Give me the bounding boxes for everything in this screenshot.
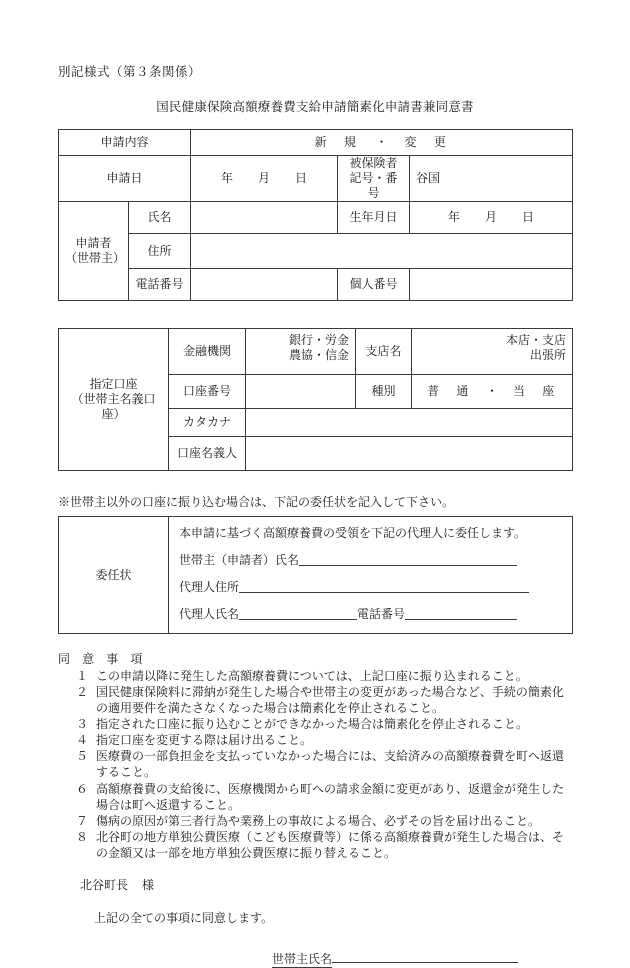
account-type-separator: ・ [485,384,498,398]
agent-phone-label: 電話番号 [357,607,406,621]
branch-value[interactable] [412,329,573,375]
addressee-name: 北谷町長 [80,877,129,892]
consent-item-number: ５ [76,749,89,764]
branch-type-line1: 本店・支店 [505,333,566,347]
consent-item [76,813,572,829]
account-number-value[interactable] [246,375,356,409]
consent-item-text: 指定口座を変更する際は届け出ること。 [96,733,313,748]
personal-number-value[interactable] [410,269,573,301]
table-row-address [59,234,573,269]
birthdate-label: 生年月日 [338,202,410,234]
katakana-label: カタカナ [169,409,246,437]
agreement-statement: 上記の全ての事項に同意します。 [94,910,274,925]
power-of-attorney-label: 委任状 [59,517,169,634]
consent-item [76,668,572,684]
power-of-attorney-statement: 本申請に基づく高額療養費の受領を下記の代理人に委任します。 [179,526,527,540]
option-current[interactable]: 当 座 [513,384,557,398]
consent-item-number: ３ [76,717,89,732]
application-date-day: 日 [295,171,308,185]
katakana-value[interactable] [246,409,573,437]
account-type-label: 種別 [356,375,412,409]
agent-name-label: 代理人氏名 [179,607,240,621]
consent-item-number: ８ [76,829,89,844]
account-type-options[interactable] [412,375,573,409]
agent-address-label: 代理人住所 [179,580,240,594]
agent-name-row [179,606,564,622]
application-type-label: 申請内容 [59,130,191,156]
insured-number-value[interactable]: 谷国 [410,156,573,202]
address-label: 住所 [129,234,191,269]
consent-item-text: 北谷町の地方単独公費医療（こども医療費等）に係る高額療養費が発生した場合は、その金額又は一部を地方単独公費医療に振り替えること。 [96,829,565,860]
householder-name-row [179,552,564,568]
consent-item-number: ４ [76,733,89,748]
bank-account-table [58,328,573,471]
closing-section [58,876,572,965]
power-of-attorney-table [58,516,573,634]
consent-section [58,650,572,861]
branch-type-line2: 出張所 [529,348,566,362]
table-row-phone [59,269,573,301]
consent-item [76,781,572,813]
signature-row [58,949,572,965]
account-number-label: 口座番号 [169,375,246,409]
consent-item-number: ７ [76,813,89,828]
agent-name-input[interactable] [239,606,357,620]
signature-label-wrap [272,950,333,966]
consent-item-text: この申請以降に発生した高額療養費については、上記口座に振り込まれること。 [96,669,528,683]
consent-item [76,829,572,861]
table-row-application-type [59,130,573,156]
institution-value[interactable] [246,329,356,375]
householder-name-input[interactable] [299,552,517,566]
consent-item-text: 医療費の一部負担金を支払っていなかった場合には、支給済みの高額療養費を町へ返還すること。 [96,749,565,780]
agent-address-row [179,579,564,595]
addressee-honorific: 様 [142,877,155,892]
document-title: 国民健康保険高額療養費支給申請簡素化申請書兼同意書 [156,100,474,114]
institution-type-line1: 銀行・労金 [288,333,349,347]
agent-phone-input[interactable] [405,606,517,620]
consent-item-number: ２ [76,685,89,700]
agent-address-input[interactable] [239,579,529,593]
table-row-application-date [59,156,573,202]
phone-value[interactable] [191,269,338,301]
consent-item-text: 傷病の原因が第三者行為や業務上の事故による場合、必ずその旨を届け出ること。 [96,813,541,828]
name-value[interactable] [191,202,338,234]
option-ordinary[interactable]: 普 通 [427,384,471,398]
consent-item [76,716,572,732]
phone-label: 電話番号 [129,269,191,301]
power-of-attorney-body [169,517,573,634]
signature-label: 世帯主氏名 [272,951,333,966]
account-holder-value[interactable] [246,437,573,471]
consent-item [76,732,572,748]
table-row-name [59,202,573,234]
consent-item [76,748,572,780]
form-page [58,0,572,965]
bank-group-label: 指定口座 （世帯主名義口座） [59,329,169,471]
birthdate-day: 日 [522,210,535,224]
birthdate-field[interactable] [410,202,573,234]
consent-item [76,684,572,716]
address-value[interactable] [191,234,573,269]
table-row-institution [59,329,573,375]
option-separator: ・ [375,135,388,149]
householder-name-label: 世帯主（申請者）氏名 [179,553,300,567]
consent-item-text: 指定された口座に振り込むことができなかった場合は簡素化を停止されること。 [96,717,529,732]
application-date-field[interactable] [191,156,338,202]
consent-item-text: 国民健康保険料に滞納が発生した場合や世帯主の変更があった場合など、手続の簡素化の適用要件を満たさなくなった場合は簡素化を停止されること。 [96,685,564,716]
institution-label: 金融機関 [169,329,246,375]
signature-input[interactable] [332,949,518,963]
applicant-group-label: 申請者 （世帯主） [59,202,129,301]
application-date-year: 年 [220,171,233,185]
consent-item-text: 高額療養費の支給後に、医療機関から町への請求金額に変更があり、返還金が発生した場合は町へ返還すること。 [96,781,565,812]
name-label: 氏名 [129,202,191,234]
account-holder-label: 口座名義人 [169,437,246,471]
form-code: 別記様式（第３条関係） [58,65,202,79]
option-new[interactable]: 新 規 [314,135,359,149]
institution-type-line2: 農協・信金 [288,348,349,362]
branch-label: 支店名 [356,329,412,375]
consent-item-number: ６ [76,781,89,796]
power-of-attorney-note: ※世帯主以外の口座に振り込む場合は、下記の委任状を記入して下さい。 [58,495,455,509]
application-type-options[interactable] [191,130,573,156]
consent-item-number: １ [76,669,89,683]
birthdate-year: 年 [447,210,460,224]
insured-number-label: 被保険者 記号・番号 [338,156,410,202]
table-row-power-of-attorney [59,517,573,634]
personal-number-label: 個人番号 [338,269,410,301]
option-change[interactable]: 変 更 [404,135,449,149]
addressee-line [80,876,572,893]
application-date-label: 申請日 [59,156,191,202]
birthdate-month: 月 [485,210,498,224]
consent-title: 同 意 事 項 [58,652,147,666]
applicant-table [58,129,573,301]
application-date-month: 月 [258,171,271,185]
